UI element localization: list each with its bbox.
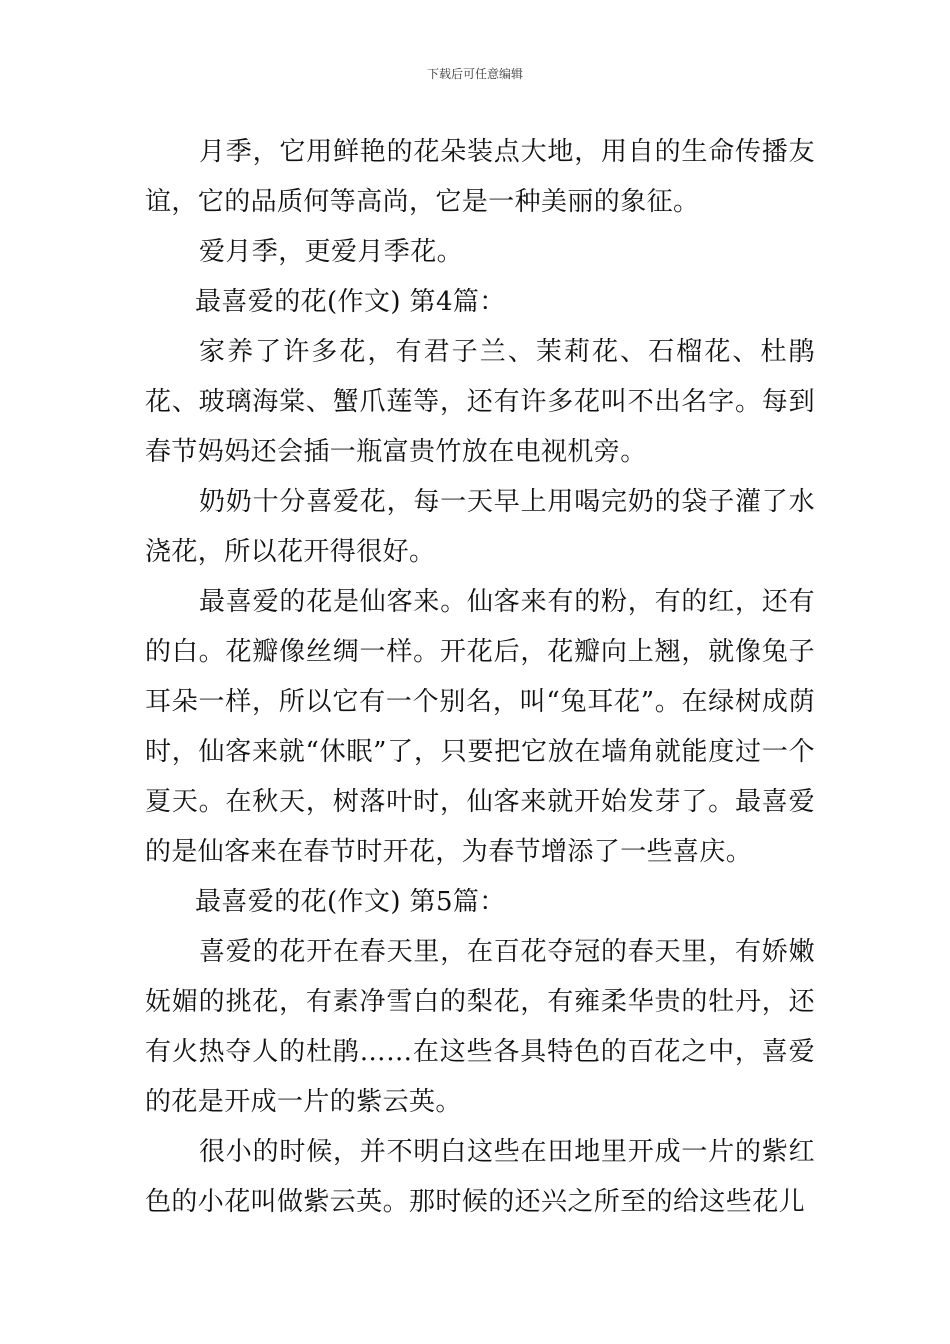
paragraph-cyclamen: 最喜爱的花是仙客来。仙客来有的粉，有的红，还有的白。花瓣像丝绸一样。开花后，花瓣向上翘，就像兔子耳朵一样，所以它有一个别名，叫“兔耳花”。在绿树成荫时，仙客来就“休眠”了，只要把它放在墙角就能度过一个夏天。在秋天，树落叶时，仙客来就开始发芽了。最喜爱的是仙客来在春节时开花，为春节增添了一些喜庆。 [145,587,815,867]
paragraph-love-yueji: 爱月季，更爱月季花。 [199,237,464,267]
section-heading-4: 最喜爱的花(作文) 第4篇： [195,287,506,317]
paragraph-yueji-praise: 月季，它用鲜艳的花朵装点大地，用自的生命传播友谊，它的品质何等高尚，它是一种美丽的象征。 [145,137,815,217]
paragraph-home-flowers: 家养了许多花，有君子兰、茉莉花、石榴花、杜鹃花、玻璃海棠、蟹爪莲等，还有许多花叫不出名字。每到春节妈妈还会插一瓶富贵竹放在电视机旁。 [145,337,815,467]
paragraph-grandma-flowers: 奶奶十分喜爱花，每一天早上用喝完奶的袋子灌了水浇花，所以花开得很好。 [145,487,815,567]
document-body [145,127,815,1227]
paragraph-childhood-ziyunying: 很小的时候，并不明白这些在田地里开成一片的紫红色的小花叫做紫云英。那时候的还兴之所至的给这些花儿 [145,1137,815,1217]
paragraph-spring-flowers: 喜爱的花开在春天里，在百花夺冠的春天里，有娇嫩妩媚的挑花，有素净雪白的梨花，有雍柔华贵的牡丹，还有火热夺人的杜鹃……在这些各具特色的百花之中，喜爱的花是开成一片的紫云英。 [145,937,815,1117]
page-header: 下载后可任意编辑 [426,67,523,81]
section-heading-5: 最喜爱的花(作文) 第5篇： [195,887,506,917]
